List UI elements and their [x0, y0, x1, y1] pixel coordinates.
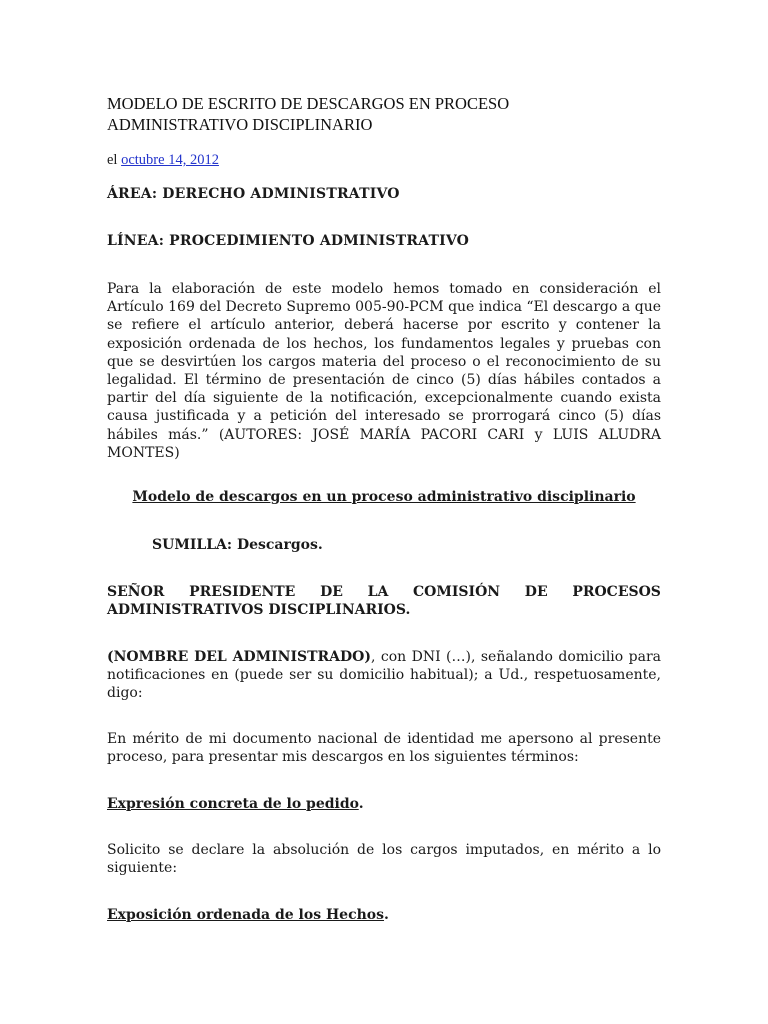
exposicion-heading-dot: . [384, 907, 389, 923]
merito-paragraph: En mérito de mi documento nacional de identidad me apersono al presente proceso, para presentar mis descargos en los siguientes términos: [107, 731, 661, 766]
addressee-line-2: ADMINISTRATIVOS DISCIPLINARIOS. [107, 602, 411, 619]
expresion-heading-text: Expresión concreta de lo pedido [107, 796, 359, 812]
model-heading: Modelo de descargos en un proceso administrativo disciplinario [132, 489, 636, 505]
addressee-line-1 [107, 583, 661, 601]
byline [107, 151, 661, 169]
area-heading: ÁREA: DERECHO ADMINISTRATIVO [107, 186, 400, 202]
byline-prefix: el [107, 152, 118, 168]
document-title [107, 93, 661, 135]
title-line-2: ADMINISTRATIVO DISCIPLINARIO [107, 115, 373, 134]
intro-paragraph: Para la elaboración de este modelo hemos tomado en consideración el Artículo 169 del Decreto Supremo 005-90-PCM que indica “El descargo a que se refiere el artículo anterior, deberá hacerse por escrito y contener la exposición ordenada de los hechos, los fundamentos legales y pruebas con que se desvirtúen los cargos materia del proceso o el reconocimiento de su legalidad. El término de presentación de cinco (5) días hábiles contados a partir del día siguiente de la notificación, excepcionalmente cuando exista causa justificada y a petición del interesado se prorrogará cinco (5) días hábiles más.” (AUTORES: JOSÉ MARÍA PACORI CARI y LUIS ALUDRA MONTES) [107, 281, 661, 461]
exposicion-heading-text: Exposición ordenada de los Hechos [107, 907, 385, 923]
addressee-word: SEÑOR [107, 584, 165, 600]
title-line-1: MODELO DE ESCRITO DE DESCARGOS EN PROCESO [107, 94, 510, 113]
administrado-text: , con DNI (…), señalando domicilio para notificaciones en (puede ser su domicilio habitual); a Ud., respetuosamente, digo: [107, 649, 661, 702]
date-link[interactable]: octubre 14, 2012 [121, 152, 219, 168]
addressee-word: LA [367, 584, 389, 600]
addressee [107, 583, 661, 620]
addressee-word: DE [320, 584, 343, 600]
sumilla: SUMILLA: Descargos. [152, 537, 323, 553]
administrado-paragraph [107, 648, 661, 703]
addressee-word: DE [524, 584, 548, 600]
expresion-heading [107, 796, 661, 812]
linea-heading: LÍNEA: PROCEDIMIENTO ADMINISTRATIVO [107, 233, 470, 249]
addressee-word: COMISIÓN [413, 584, 501, 600]
addressee-word: PROCESOS [572, 584, 661, 600]
administrado-name: (NOMBRE DEL ADMINISTRADO) [107, 649, 372, 665]
solicito-paragraph: Solicito se declare la absolución de los cargos imputados, en mérito a lo siguiente: [107, 842, 661, 877]
expresion-heading-dot: . [358, 796, 364, 812]
addressee-word: PRESIDENTE [189, 584, 296, 600]
exposicion-heading [107, 907, 661, 923]
